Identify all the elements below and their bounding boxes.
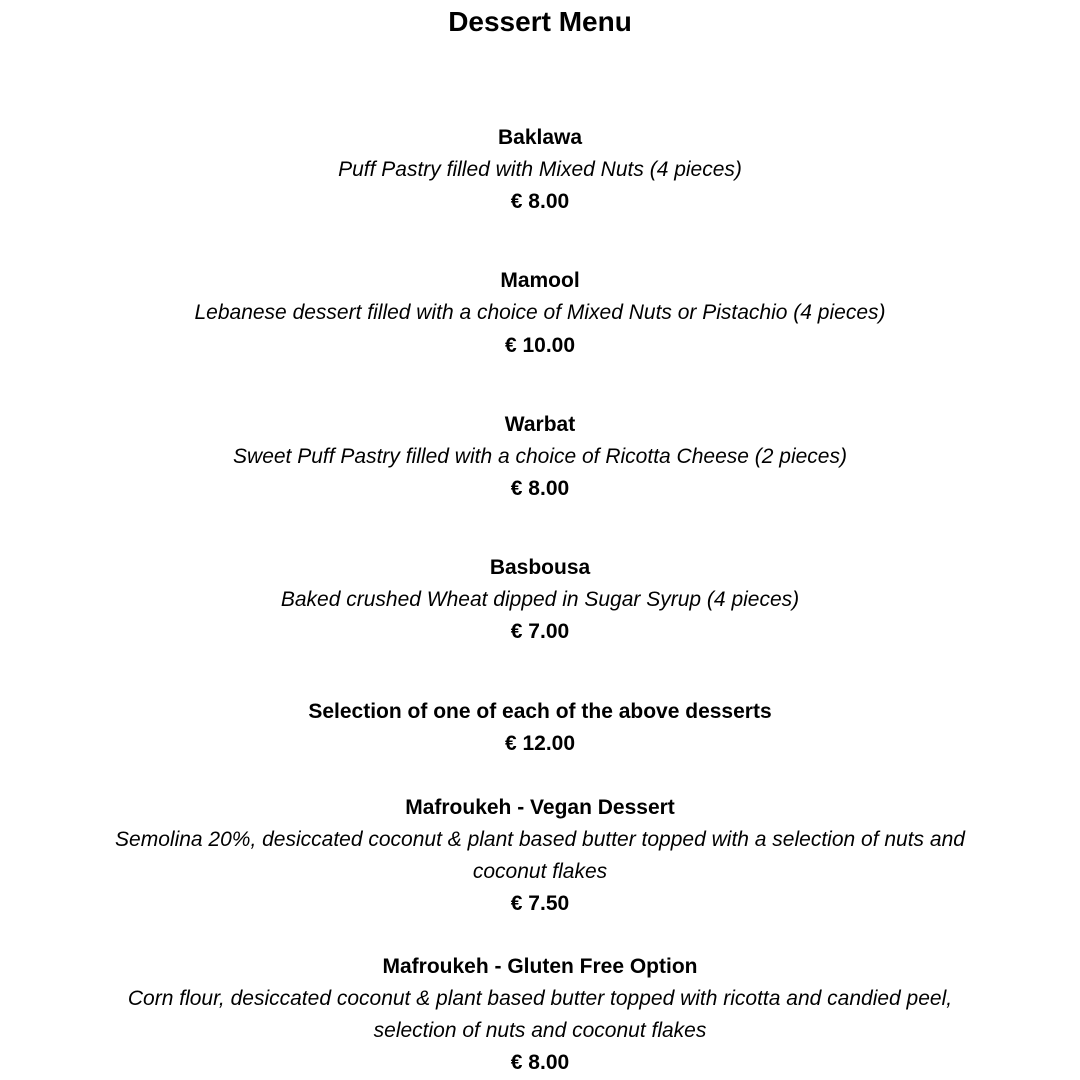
item-description-mafroukeh-vegan-line-1: Semolina 20%, desiccated coconut & plant based butter topped with a selection of nuts and xyxy=(115,828,965,851)
item-name-baklawa: Baklawa xyxy=(497,126,583,149)
item-description-mafroukeh-gluten-free-line-2: selection of nuts and coconut flakes xyxy=(373,1019,707,1042)
item-description-mafroukeh-gluten-free-line-1: Corn flour, desiccated coconut & plant based butter topped with ricotta and candied peel, xyxy=(127,987,953,1010)
item-name-mafroukeh-gluten-free: Mafroukeh - Gluten Free Option xyxy=(382,955,698,978)
item-description-mamool: Lebanese dessert filled with a choice of Mixed Nuts or Pistachio (4 pieces) xyxy=(194,301,886,324)
item-price-mafroukeh-vegan: € 7.50 xyxy=(510,892,570,915)
item-name-basbousa: Basbousa xyxy=(489,556,591,579)
item-name-mafroukeh-vegan: Mafroukeh - Vegan Dessert xyxy=(405,796,675,819)
item-price-selection: € 12.00 xyxy=(504,732,576,755)
item-description-baklawa: Puff Pastry filled with Mixed Nuts (4 pieces) xyxy=(338,158,742,181)
item-price-mafroukeh-gluten-free: € 8.00 xyxy=(510,1051,570,1074)
item-name-warbat: Warbat xyxy=(504,413,576,436)
menu-title: Dessert Menu xyxy=(448,6,632,37)
item-price-basbousa: € 7.00 xyxy=(510,620,570,643)
item-description-mafroukeh-vegan-line-2: coconut flakes xyxy=(472,860,608,883)
item-price-mamool: € 10.00 xyxy=(504,334,576,357)
item-price-warbat: € 8.00 xyxy=(510,477,570,500)
item-name-selection: Selection of one of each of the above desserts xyxy=(308,700,772,723)
item-name-mamool: Mamool xyxy=(500,269,580,292)
item-price-baklawa: € 8.00 xyxy=(510,190,570,213)
item-description-basbousa: Baked crushed Wheat dipped in Sugar Syrup (4 pieces) xyxy=(280,588,800,611)
item-description-warbat: Sweet Puff Pastry filled with a choice of Ricotta Cheese (2 pieces) xyxy=(233,445,847,468)
